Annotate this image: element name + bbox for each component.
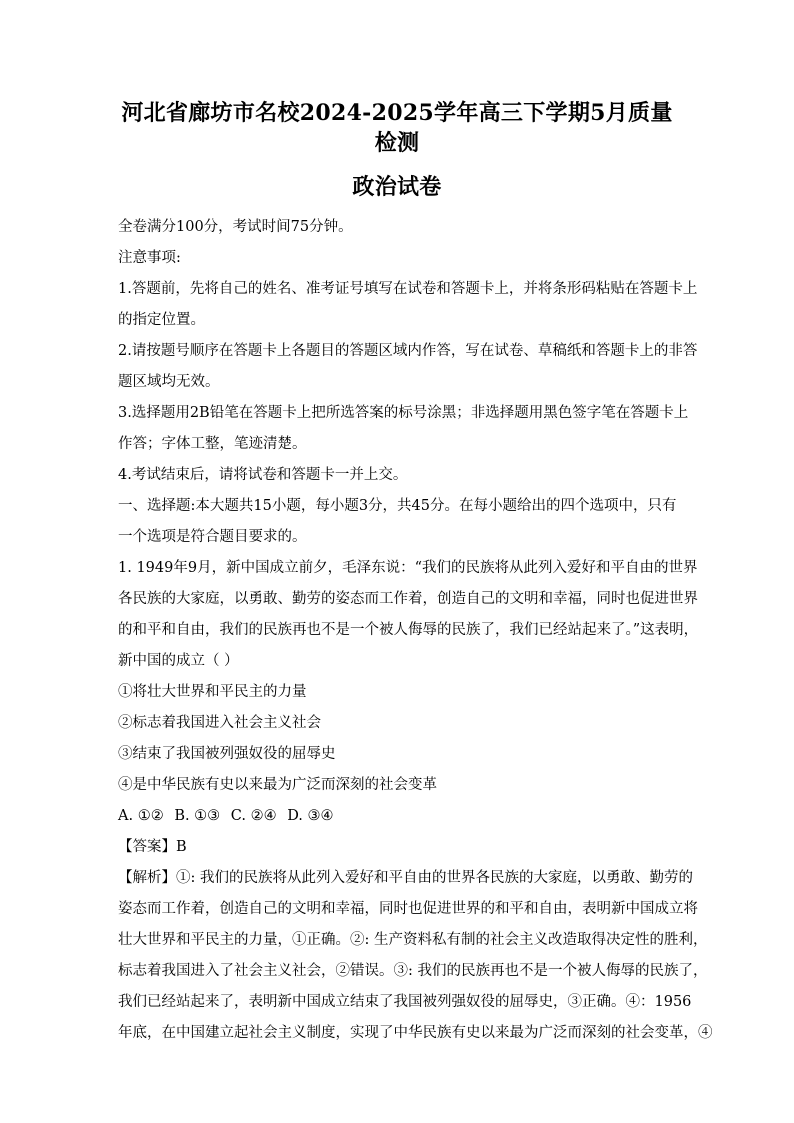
- section-intro-line: 一个选项是符合题目要求的。: [118, 529, 307, 545]
- choice-a: A. ①②: [118, 808, 164, 824]
- analysis-line: 姿态而工作着，创造自己的文明和幸福，同时也促进世界的和平和自由，表明新中国成立将: [118, 901, 698, 917]
- question-stem-line: 新中国的成立（ ）: [118, 653, 239, 669]
- question-item: ②标志着我国进入社会主义社会: [118, 715, 321, 731]
- exam-title: 河北省廊坊市名校2024-2025学年高三下学期5月质量检测: [121, 100, 673, 156]
- notice-heading: 注意事项:: [118, 250, 181, 266]
- question-stem-line: 1. 1949年9月，新中国成立前夕，毛泽东说：“我们的民族将从此列入爱好和平自由的世界: [118, 560, 698, 576]
- notice-line: 3.选择题用2B铅笔在答题卡上把所选答案的标号涂黑；非选择题用黑色签字笔在答题卡上: [118, 405, 689, 421]
- notice-line: 的指定位置。: [118, 312, 205, 328]
- choice-d: D. ③④: [287, 808, 334, 824]
- question-item: ③结束了我国被列强奴役的屈辱史: [118, 746, 336, 762]
- analysis-block: [118, 863, 713, 1049]
- exam-subject: 政治试卷: [352, 174, 442, 200]
- analysis-line: 【解析】①: 我们的民族将从此列入爱好和平自由的世界各民族的大家庭，以勇敢、勤劳的: [118, 870, 693, 886]
- question-item: ④是中华民族有史以来最为广泛而深刻的社会变革: [118, 777, 437, 793]
- section-intro: [118, 491, 676, 553]
- question-1: [118, 553, 713, 1049]
- notice-line: 题区域均无效。: [118, 374, 220, 390]
- exam-meta: 全卷满分100分，考试时间75分钟。: [118, 219, 353, 235]
- section-intro-line: 一、选择题:本大题共15小题，每小题3分，共45分。在每小题给出的四个选项中，只有: [118, 498, 677, 514]
- notice-line: 4.考试结束后，请将试卷和答题卡一并上交。: [118, 467, 408, 483]
- analysis-line: 标志着我国进入了社会主义社会，②错误。③: 我们的民族再也不是一个被人侮辱的民族了，: [118, 963, 708, 979]
- analysis-line: 壮大世界和平民主的力量，①正确。②: 生产资料私有制的社会主义改造取得决定性的胜利，: [118, 932, 708, 948]
- question-stem-line: 的和平和自由，我们的民族再也不是一个被人侮辱的民族了，我们已经站起来了。”这表明，: [118, 622, 699, 638]
- question-stem-line: 各民族的大家庭，以勇敢、勤劳的姿态而工作着，创造自己的文明和幸福，同时也促进世界: [118, 591, 698, 607]
- choice-c: C. ②④: [230, 808, 277, 824]
- choice-b: B. ①③: [174, 808, 221, 824]
- analysis-line: 我们已经站起来了，表明新中国成立结束了我国被列强奴役的屈辱史，③正确。④：1956: [118, 994, 692, 1010]
- notice-line: 作答；字体工整，笔迹清楚。: [118, 436, 307, 452]
- answer-line: 【答案】B: [118, 839, 187, 855]
- question-item: ①将壮大世界和平民主的力量: [118, 684, 307, 700]
- notice-line: 2.请按题号顺序在答题卡上各题目的答题区域内作答，写在试卷、草稿纸和答题卡上的非答: [118, 343, 698, 359]
- notice-line: 1.答题前，先将自己的姓名、准考证号填写在试卷和答题卡上，并将条形码粘贴在答题卡上: [118, 281, 698, 297]
- analysis-line: 年底，在中国建立起社会主义制度，实现了中华民族有史以来最为广泛而深刻的社会变革，④: [118, 1025, 713, 1041]
- answer-choices: [118, 801, 676, 832]
- notice-list: [118, 274, 698, 491]
